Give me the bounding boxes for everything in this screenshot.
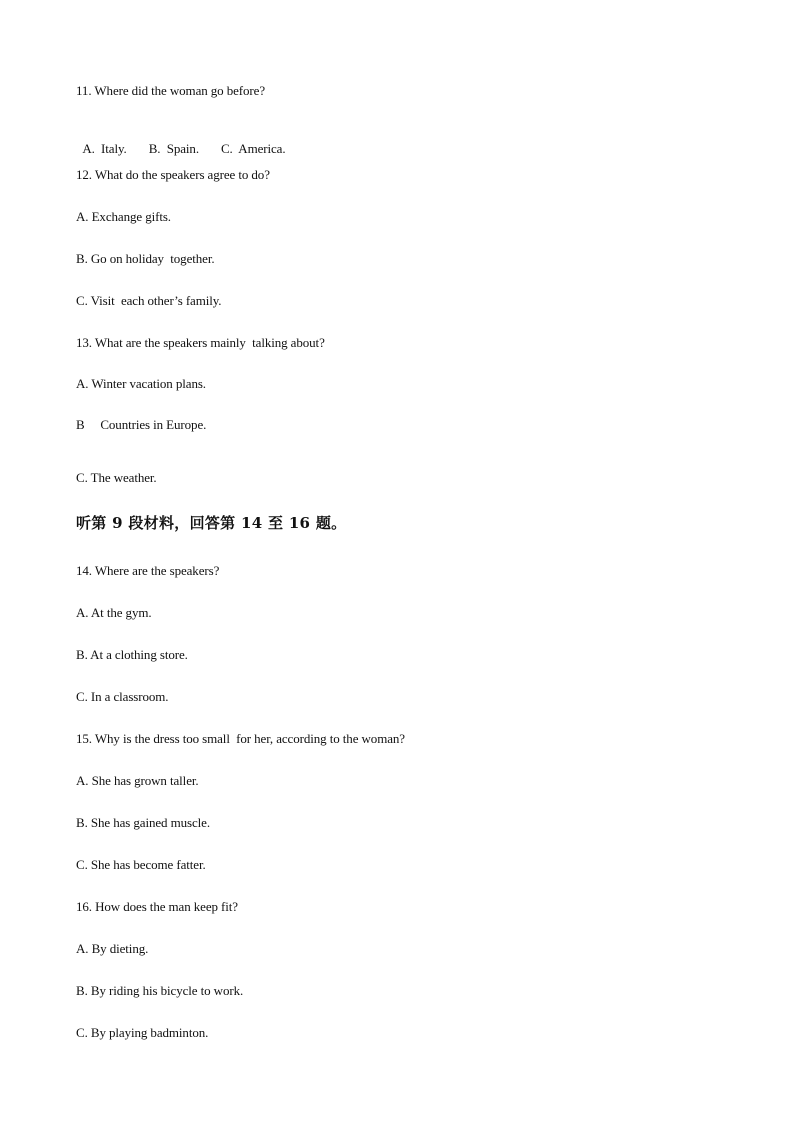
question-16-option-b: B. By riding his bicycle to work. (76, 983, 244, 998)
question-14-option-a: A. At the gym. (76, 605, 152, 620)
question-12-option-b: B. Go on holiday together. (76, 251, 215, 266)
question-15-stem: 15. Why is the dress too small for her, according to the woman? (76, 731, 405, 746)
option-c: C. America. (220, 141, 286, 156)
question-16-option-a: A. By dieting. (76, 941, 149, 956)
question-12-option-c: C. Visit each other’s family. (76, 293, 222, 308)
option-b: B. Spain. (148, 141, 199, 156)
question-11-stem: 11. Where did the woman go before? (76, 83, 266, 98)
question-13-option-a: A. Winter vacation plans. (76, 376, 206, 391)
question-13-stem: 13. What are the speakers mainly talking about? (76, 335, 325, 350)
option-a: A. Italy. (82, 141, 127, 156)
question-14-option-b: B. At a clothing store. (76, 647, 188, 662)
question-14-stem: 14. Where are the speakers? (76, 563, 220, 578)
question-15-option-c: C. She has become fatter. (76, 857, 206, 872)
question-13-option-b: B Countries in Europe. (76, 417, 207, 432)
question-12-stem: 12. What do the speakers agree to do? (76, 167, 270, 182)
question-16-stem: 16. How does the man keep fit? (76, 899, 238, 914)
question-15-option-b: B. She has gained muscle. (76, 815, 210, 830)
question-13-option-c: C. The weather. (76, 470, 157, 485)
question-12-option-a: A. Exchange gifts. (76, 209, 171, 224)
question-15-option-a: A. She has grown taller. (76, 773, 199, 788)
question-16-option-c: C. By playing badminton. (76, 1025, 209, 1040)
question-14-option-c: C. In a classroom. (76, 689, 169, 704)
question-11-options (76, 125, 286, 157)
section-heading: 听第 9 段材料，回答第 14 至 16 题。 (76, 514, 347, 532)
